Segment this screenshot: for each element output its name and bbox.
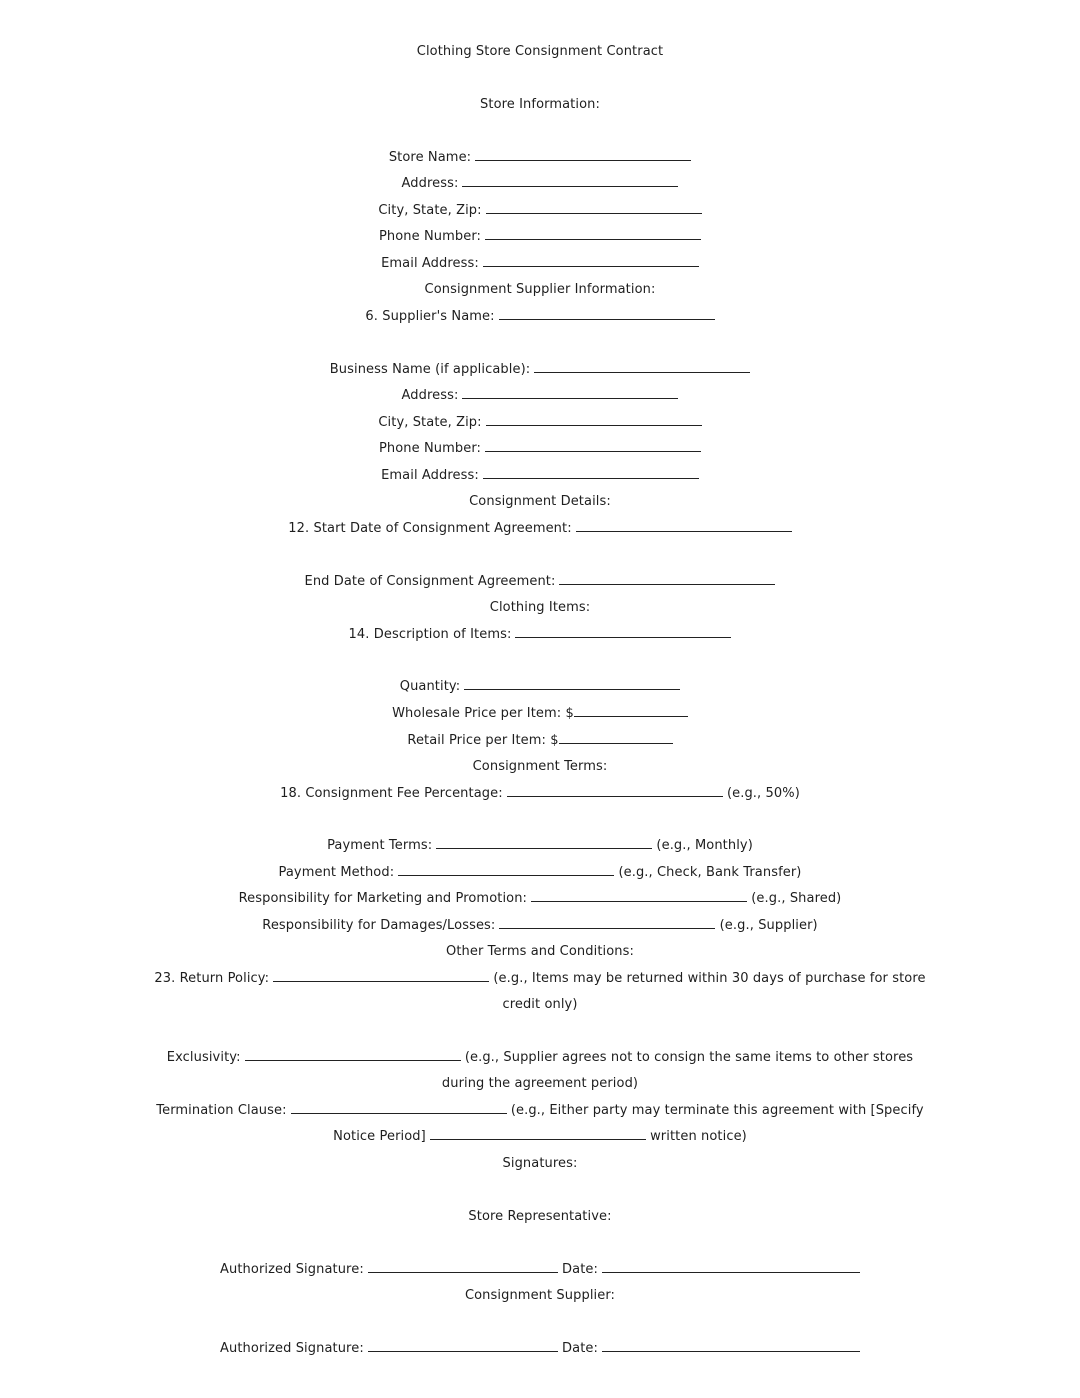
store-phone-field[interactable]: Phone Number:: [0, 224, 1080, 250]
store-email-field[interactable]: Email Address:: [0, 251, 1080, 277]
blank-line: [486, 212, 702, 214]
blank-line: [499, 927, 715, 929]
document-title: Clothing Store Consignment Contract: [416, 44, 664, 59]
supplier-name-field[interactable]: 6. Supplier's Name:: [0, 304, 1080, 330]
blank-line: [475, 159, 691, 161]
date-blank: [602, 1271, 860, 1273]
other-terms-heading: Other Terms and Conditions:: [446, 944, 634, 959]
blank-line: [534, 371, 750, 373]
blank-line: [245, 1059, 461, 1061]
blank-line: [483, 477, 699, 479]
payment-terms-field[interactable]: Payment Terms: (e.g., Monthly): [327, 838, 753, 853]
signature-blank: [368, 1350, 558, 1352]
store-city-state-zip-field[interactable]: City, State, Zip:: [0, 198, 1080, 224]
blank-line: [273, 980, 489, 982]
blank-line: [436, 847, 652, 849]
damages-responsibility-field[interactable]: Responsibility for Damages/Losses: (e.g., Supplier): [262, 918, 818, 933]
termination-clause-field[interactable]: Termination Clause: (e.g., Either party may terminate this agreement with [Specify: [156, 1103, 924, 1118]
supplier-city-state-zip-field[interactable]: City, State, Zip:: [0, 410, 1080, 436]
supplier-phone-field[interactable]: Phone Number:: [0, 436, 1080, 462]
signatures-heading: Signatures:: [502, 1156, 578, 1171]
supplier-signature-row[interactable]: Authorized Signature: Date:: [0, 1336, 1080, 1362]
blank-line: [483, 265, 699, 267]
marketing-responsibility-field[interactable]: Responsibility for Marketing and Promotion: (e.g., Shared): [238, 891, 842, 906]
blank-line: [574, 715, 688, 717]
retail-price-field[interactable]: Retail Price per Item: $: [0, 728, 1080, 754]
blank-line: [531, 900, 747, 902]
consignment-supplier-heading: Consignment Supplier:: [464, 1288, 616, 1303]
blank-line: [430, 1138, 646, 1140]
store-name-field[interactable]: Store Name:: [0, 145, 1080, 171]
blank-line: [576, 530, 792, 532]
blank-line: [398, 874, 614, 876]
termination-clause-continued[interactable]: Notice Period] written notice): [333, 1129, 747, 1144]
blank-line: [291, 1112, 507, 1114]
quantity-field[interactable]: Quantity:: [0, 674, 1080, 700]
clothing-items-heading: Clothing Items:: [489, 600, 591, 615]
consignment-terms-heading: Consignment Terms:: [472, 759, 608, 774]
date-blank: [602, 1350, 860, 1352]
store-address-field[interactable]: Address:: [0, 171, 1080, 197]
supplier-email-field[interactable]: Email Address:: [0, 463, 1080, 489]
blank-line: [515, 636, 731, 638]
blank-line: [485, 450, 701, 452]
description-field[interactable]: 14. Description of Items:: [0, 622, 1080, 648]
blank-line: [462, 185, 678, 187]
exclusivity-field[interactable]: Exclusivity: (e.g., Supplier agrees not to consign the same items to other stores: [166, 1050, 914, 1065]
wholesale-price-field[interactable]: Wholesale Price per Item: $: [0, 701, 1080, 727]
payment-method-field[interactable]: Payment Method: (e.g., Check, Bank Transfer): [278, 865, 802, 880]
blank-line: [486, 424, 702, 426]
end-date-field[interactable]: End Date of Consignment Agreement:: [0, 569, 1080, 595]
store-info-heading: Store Information:: [480, 97, 600, 112]
return-policy-field[interactable]: 23. Return Policy: (e.g., Items may be returned within 30 days of purchase for store: [154, 971, 926, 986]
consignment-fee-field[interactable]: 18. Consignment Fee Percentage: (e.g., 50%): [280, 786, 800, 801]
blank-line: [559, 583, 775, 585]
blank-line: [464, 688, 680, 690]
business-name-field[interactable]: Business Name (if applicable):: [0, 357, 1080, 383]
blank-line: [485, 238, 701, 240]
exclusivity-continued: during the agreement period): [441, 1076, 639, 1091]
blank-line: [507, 795, 723, 797]
consignment-details-heading: Consignment Details:: [469, 494, 611, 509]
blank-line: [462, 397, 678, 399]
start-date-field[interactable]: 12. Start Date of Consignment Agreement:: [0, 516, 1080, 542]
blank-line: [499, 318, 715, 320]
store-representative-heading: Store Representative:: [468, 1209, 612, 1224]
supplier-info-heading: Consignment Supplier Information:: [424, 282, 656, 297]
return-policy-continued: credit only): [502, 997, 578, 1012]
supplier-address-field[interactable]: Address:: [0, 383, 1080, 409]
signature-blank: [368, 1271, 558, 1273]
store-signature-row[interactable]: Authorized Signature: Date:: [0, 1257, 1080, 1283]
blank-line: [559, 742, 673, 744]
